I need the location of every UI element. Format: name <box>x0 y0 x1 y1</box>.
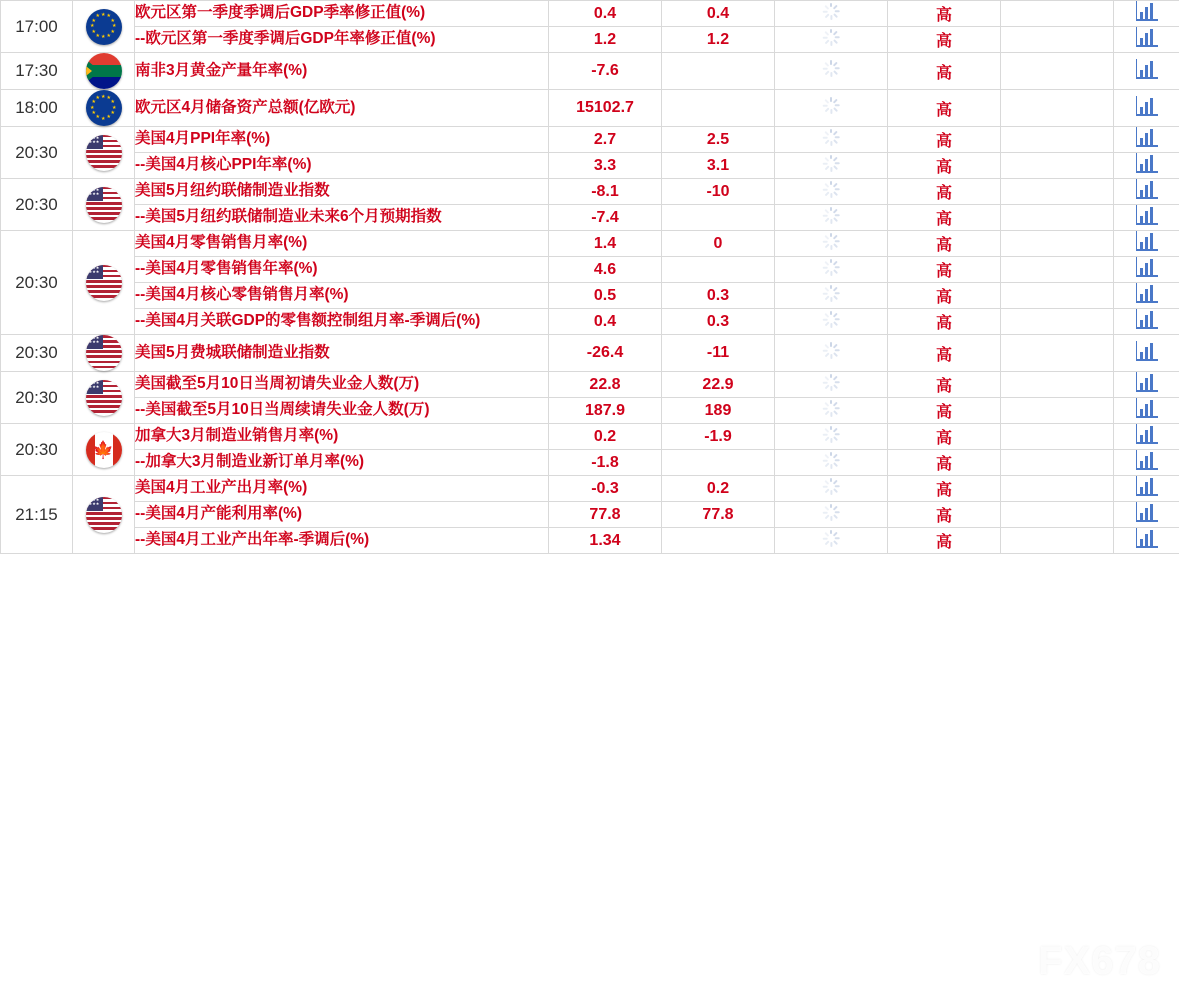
loading-spinner-icon <box>823 311 840 328</box>
table-row <box>1 205 1179 231</box>
bar-chart-icon[interactable] <box>1136 59 1158 79</box>
previous-value: 1.2 <box>549 27 662 53</box>
empty-cell <box>1001 53 1114 90</box>
bar-chart-icon[interactable] <box>1136 424 1158 444</box>
watermark: FX678 <box>1038 939 1161 983</box>
importance-level: 高 <box>888 231 1001 257</box>
forecast-value <box>662 528 775 554</box>
table-row <box>1 450 1179 476</box>
table-row <box>1 372 1179 398</box>
forecast-value <box>662 450 775 476</box>
table-row <box>1 179 1179 205</box>
forecast-value: 22.9 <box>662 372 775 398</box>
bar-chart-icon[interactable] <box>1136 179 1158 199</box>
empty-cell <box>1001 450 1114 476</box>
table-row <box>1 1 1179 27</box>
table-row <box>1 528 1179 554</box>
loading-spinner-icon <box>823 60 840 77</box>
empty-cell <box>1001 309 1114 335</box>
event-name[interactable]: 加拿大3月制造业销售月率(%) <box>135 424 549 450</box>
table-row <box>1 309 1179 335</box>
loading-spinner-icon <box>823 400 840 417</box>
flag-eu: ★ ★ ★ ★ ★ ★ ★ ★ ★ ★ ★ ★ <box>86 9 122 45</box>
loading-spinner-icon <box>823 97 840 114</box>
bar-chart-icon[interactable] <box>1136 309 1158 329</box>
actual-value <box>775 27 888 53</box>
loading-spinner-icon <box>823 504 840 521</box>
country-flag-cell <box>73 424 135 476</box>
event-time: 17:30 <box>1 53 73 90</box>
empty-cell <box>1001 27 1114 53</box>
actual-value <box>775 127 888 153</box>
flag-usa <box>86 380 122 416</box>
actual-value <box>775 372 888 398</box>
chart-link[interactable] <box>1114 398 1179 424</box>
event-name[interactable]: 美国截至5月10日当周初请失业金人数(万) <box>135 372 549 398</box>
country-flag-cell <box>73 179 135 231</box>
loading-spinner-icon <box>823 374 840 391</box>
event-time: 20:30 <box>1 335 73 372</box>
previous-value: 22.8 <box>549 372 662 398</box>
event-name[interactable]: --欧元区第一季度季调后GDP年率修正值(%) <box>135 27 549 53</box>
loading-spinner-icon <box>823 233 840 250</box>
actual-value <box>775 309 888 335</box>
event-name[interactable]: --美国4月工业产出年率-季调后(%) <box>135 528 549 554</box>
country-flag-cell <box>73 53 135 90</box>
chart-link[interactable] <box>1114 257 1179 283</box>
table-row <box>1 127 1179 153</box>
chart-link[interactable] <box>1114 528 1179 554</box>
event-time: 20:30 <box>1 179 73 231</box>
event-name[interactable]: --美国4月核心零售销售月率(%) <box>135 283 549 309</box>
chart-link[interactable] <box>1114 90 1179 127</box>
loading-spinner-icon <box>823 207 840 224</box>
bar-chart-icon[interactable] <box>1136 153 1158 173</box>
forecast-value: -1.9 <box>662 424 775 450</box>
chart-link[interactable] <box>1114 205 1179 231</box>
table-row <box>1 283 1179 309</box>
actual-value <box>775 153 888 179</box>
importance-level: 高 <box>888 528 1001 554</box>
table-row <box>1 53 1179 90</box>
importance-level: 高 <box>888 257 1001 283</box>
table-row <box>1 335 1179 372</box>
table-row <box>1 424 1179 450</box>
importance-level: 高 <box>888 27 1001 53</box>
chart-link[interactable] <box>1114 27 1179 53</box>
event-time: 20:30 <box>1 231 73 335</box>
event-name[interactable]: --美国4月关联GDP的零售额控制组月率-季调后(%) <box>135 309 549 335</box>
forecast-value: -11 <box>662 335 775 372</box>
bar-chart-icon[interactable] <box>1136 231 1158 251</box>
loading-spinner-icon <box>823 129 840 146</box>
forecast-value: 77.8 <box>662 502 775 528</box>
importance-level: 高 <box>888 205 1001 231</box>
table-row <box>1 257 1179 283</box>
bar-chart-icon[interactable] <box>1136 257 1158 277</box>
flag-usa <box>86 497 122 533</box>
forecast-value: 3.1 <box>662 153 775 179</box>
event-name[interactable]: 美国5月费城联储制造业指数 <box>135 335 549 372</box>
event-time: 18:00 <box>1 90 73 127</box>
event-time: 21:15 <box>1 476 73 554</box>
importance-level: 高 <box>888 502 1001 528</box>
forecast-value: -10 <box>662 179 775 205</box>
importance-level: 高 <box>888 127 1001 153</box>
loading-spinner-icon <box>823 181 840 198</box>
event-name[interactable]: 美国4月PPI年率(%) <box>135 127 549 153</box>
actual-value <box>775 205 888 231</box>
event-name[interactable]: --美国4月零售销售年率(%) <box>135 257 549 283</box>
table-row <box>1 476 1179 502</box>
chart-link[interactable] <box>1114 283 1179 309</box>
table-row <box>1 153 1179 179</box>
actual-value <box>775 476 888 502</box>
actual-value <box>775 335 888 372</box>
event-time: 20:30 <box>1 372 73 424</box>
importance-level: 高 <box>888 450 1001 476</box>
flag-usa <box>86 187 122 223</box>
empty-cell <box>1001 231 1114 257</box>
bar-chart-icon[interactable] <box>1136 528 1158 548</box>
forecast-value: 0.4 <box>662 1 775 27</box>
importance-level: 高 <box>888 283 1001 309</box>
event-name[interactable]: 美国4月零售销售月率(%) <box>135 231 549 257</box>
bar-chart-icon[interactable] <box>1136 450 1158 470</box>
importance-level: 高 <box>888 90 1001 127</box>
forecast-value: 0 <box>662 231 775 257</box>
flag-usa <box>86 335 122 371</box>
actual-value <box>775 450 888 476</box>
empty-cell <box>1001 1 1114 27</box>
loading-spinner-icon <box>823 342 840 359</box>
importance-level: 高 <box>888 53 1001 90</box>
importance-level: 高 <box>888 153 1001 179</box>
event-time: 20:30 <box>1 127 73 179</box>
chart-link[interactable] <box>1114 1 1179 27</box>
actual-value <box>775 1 888 27</box>
actual-value <box>775 257 888 283</box>
bar-chart-icon[interactable] <box>1136 341 1158 361</box>
actual-value <box>775 398 888 424</box>
actual-value <box>775 528 888 554</box>
chart-link[interactable] <box>1114 502 1179 528</box>
actual-value <box>775 283 888 309</box>
chart-link[interactable] <box>1114 53 1179 90</box>
event-name[interactable]: 南非3月黄金产量年率(%) <box>135 53 549 90</box>
previous-value: 2.7 <box>549 127 662 153</box>
event-name[interactable]: 欧元区4月储备资产总额(亿欧元) <box>135 90 549 127</box>
chart-link[interactable] <box>1114 476 1179 502</box>
event-name[interactable]: 美国4月工业产出月率(%) <box>135 476 549 502</box>
actual-value <box>775 502 888 528</box>
empty-cell <box>1001 90 1114 127</box>
bar-chart-icon[interactable] <box>1136 283 1158 303</box>
previous-value: -0.3 <box>549 476 662 502</box>
chart-link[interactable] <box>1114 372 1179 398</box>
previous-value: 0.4 <box>549 1 662 27</box>
importance-level: 高 <box>888 424 1001 450</box>
previous-value: 4.6 <box>549 257 662 283</box>
forecast-value: 0.3 <box>662 309 775 335</box>
previous-value: 1.4 <box>549 231 662 257</box>
bar-chart-icon[interactable] <box>1136 96 1158 116</box>
event-name[interactable]: --美国4月核心PPI年率(%) <box>135 153 549 179</box>
forecast-value: 2.5 <box>662 127 775 153</box>
loading-spinner-icon <box>823 155 840 172</box>
empty-cell <box>1001 179 1114 205</box>
chart-link[interactable] <box>1114 153 1179 179</box>
bar-chart-icon[interactable] <box>1136 476 1158 496</box>
chart-link[interactable] <box>1114 231 1179 257</box>
country-flag-cell <box>73 372 135 424</box>
flag-usa <box>86 135 122 171</box>
bar-chart-icon[interactable] <box>1136 1 1158 21</box>
bar-chart-icon[interactable] <box>1136 398 1158 418</box>
bar-chart-icon[interactable] <box>1136 502 1158 522</box>
country-flag-cell <box>73 335 135 372</box>
event-name[interactable]: --加拿大3月制造业新订单月率(%) <box>135 450 549 476</box>
empty-cell <box>1001 257 1114 283</box>
previous-value: 1.34 <box>549 528 662 554</box>
table-row <box>1 27 1179 53</box>
empty-cell <box>1001 153 1114 179</box>
country-flag-cell <box>73 476 135 554</box>
event-time: 20:30 <box>1 424 73 476</box>
chart-link[interactable] <box>1114 309 1179 335</box>
forecast-value: 0.2 <box>662 476 775 502</box>
forecast-value: 0.3 <box>662 283 775 309</box>
empty-cell <box>1001 476 1114 502</box>
loading-spinner-icon <box>823 426 840 443</box>
chart-link[interactable] <box>1114 127 1179 153</box>
actual-value <box>775 179 888 205</box>
importance-level: 高 <box>888 179 1001 205</box>
previous-value: 77.8 <box>549 502 662 528</box>
event-name[interactable]: --美国4月产能利用率(%) <box>135 502 549 528</box>
empty-cell <box>1001 127 1114 153</box>
country-flag-cell <box>73 231 135 335</box>
previous-value: -8.1 <box>549 179 662 205</box>
event-name[interactable]: 美国5月纽约联储制造业指数 <box>135 179 549 205</box>
empty-cell <box>1001 528 1114 554</box>
loading-spinner-icon <box>823 452 840 469</box>
importance-level: 高 <box>888 309 1001 335</box>
event-name[interactable]: --美国截至5月10日当周续请失业金人数(万) <box>135 398 549 424</box>
country-flag-cell <box>73 90 135 127</box>
table-row <box>1 90 1179 127</box>
bar-chart-icon[interactable] <box>1136 372 1158 392</box>
table-row <box>1 398 1179 424</box>
empty-cell <box>1001 205 1114 231</box>
actual-value <box>775 53 888 90</box>
forecast-value: 189 <box>662 398 775 424</box>
empty-cell <box>1001 424 1114 450</box>
forecast-value <box>662 90 775 127</box>
loading-spinner-icon <box>823 29 840 46</box>
empty-cell <box>1001 398 1114 424</box>
country-flag-cell <box>73 127 135 179</box>
importance-level: 高 <box>888 1 1001 27</box>
previous-value: 0.5 <box>549 283 662 309</box>
chart-link[interactable] <box>1114 179 1179 205</box>
loading-spinner-icon <box>823 478 840 495</box>
previous-value: 0.2 <box>549 424 662 450</box>
flag-usa <box>86 265 122 301</box>
previous-value: -1.8 <box>549 450 662 476</box>
previous-value: 0.4 <box>549 309 662 335</box>
previous-value: -7.4 <box>549 205 662 231</box>
chart-link[interactable] <box>1114 424 1179 450</box>
chart-link[interactable] <box>1114 335 1179 372</box>
empty-cell <box>1001 502 1114 528</box>
empty-cell <box>1001 283 1114 309</box>
event-time: 17:00 <box>1 1 73 53</box>
country-flag-cell <box>73 1 135 53</box>
previous-value: 187.9 <box>549 398 662 424</box>
previous-value: -26.4 <box>549 335 662 372</box>
previous-value: 3.3 <box>549 153 662 179</box>
actual-value <box>775 424 888 450</box>
forecast-value <box>662 205 775 231</box>
importance-level: 高 <box>888 476 1001 502</box>
previous-value: 15102.7 <box>549 90 662 127</box>
loading-spinner-icon <box>823 3 840 20</box>
flag-eu: ★ ★ ★ ★ ★ ★ ★ ★ ★ ★ ★ ★ <box>86 90 122 126</box>
forecast-value <box>662 257 775 283</box>
chart-link[interactable] <box>1114 450 1179 476</box>
event-name[interactable]: 欧元区第一季度季调后GDP季率修正值(%) <box>135 1 549 27</box>
previous-value: -7.6 <box>549 53 662 90</box>
table-row <box>1 502 1179 528</box>
event-name[interactable]: --美国5月纽约联储制造业未来6个月预期指数 <box>135 205 549 231</box>
importance-level: 高 <box>888 398 1001 424</box>
actual-value <box>775 90 888 127</box>
flag-south-africa <box>86 53 122 89</box>
importance-level: 高 <box>888 372 1001 398</box>
forecast-value: 1.2 <box>662 27 775 53</box>
bar-chart-icon[interactable] <box>1136 205 1158 225</box>
actual-value <box>775 231 888 257</box>
empty-cell <box>1001 335 1114 372</box>
loading-spinner-icon <box>823 530 840 547</box>
empty-cell <box>1001 372 1114 398</box>
forecast-value <box>662 53 775 90</box>
loading-spinner-icon <box>823 285 840 302</box>
flag-canada: 🍁 <box>86 432 122 468</box>
loading-spinner-icon <box>823 259 840 276</box>
bar-chart-icon[interactable] <box>1136 127 1158 147</box>
table-row <box>1 231 1179 257</box>
bar-chart-icon[interactable] <box>1136 27 1158 47</box>
importance-level: 高 <box>888 335 1001 372</box>
